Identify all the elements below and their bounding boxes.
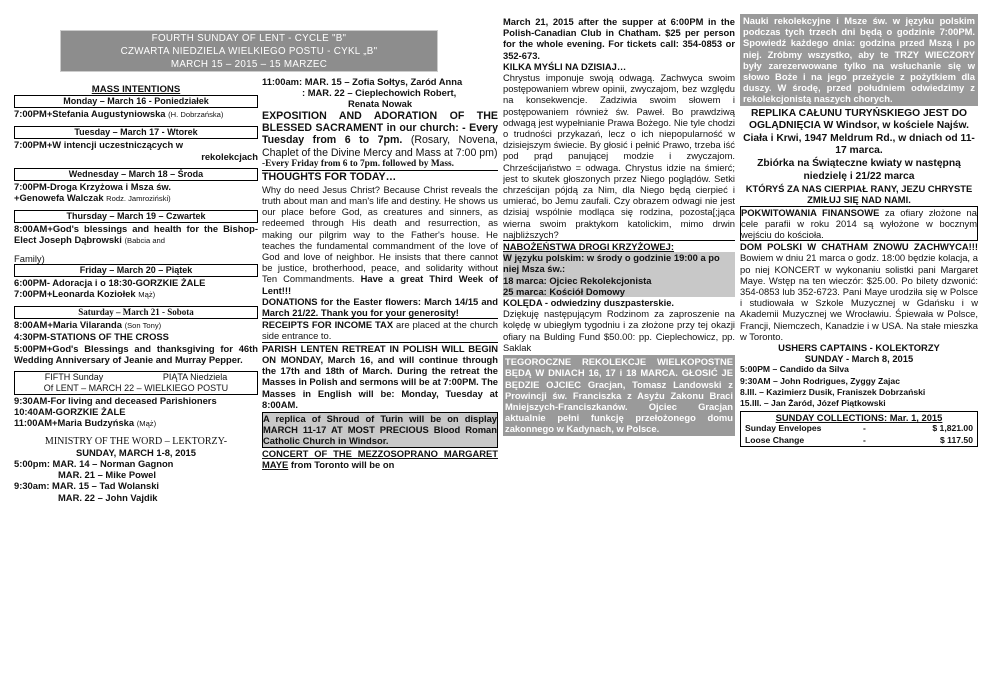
receipts-polish: POKWITOWANIA FINANSOWE za ofiary złożone na cele parafii w roku 2014 są wyłożone w bocznym wejściu do kościoła. bbox=[741, 206, 977, 240]
ushers-row-2: 9:30AM – John Rodrigues, Zyggy Zajac bbox=[740, 375, 900, 386]
ministry-row-4: MAR. 22 – John Vajdik bbox=[58, 491, 158, 503]
thoughts-body: Why do need Jesus Christ? Because Christ reveals the truth about man and man's life and destiny. He shows us our place before God, as creatures and sinners, as redeemed through His death and resurrection, as making our pilgrim way to the Father's house. He teaches the fundamental commandment of the love of God and love of neighbor. He insists that there cannot be justice, brotherhood, peace, and solidarity without Ten Commandments. Have a great Third Week of Lent!!! bbox=[262, 183, 498, 296]
thoughts-polish-title: KILKA MYŚLI NA DZISIAJ… bbox=[503, 60, 627, 72]
kolęda-title: KOLĘDA - odwiedziny duszpasterskie. bbox=[503, 297, 675, 309]
exposition-friday: -Every Friday from 6 to 7pm. followed by Mass. bbox=[262, 159, 454, 170]
day-header-saturday: Saturday – March 21 - Sobota bbox=[14, 306, 258, 319]
intention-wednesday-1: 7:00PM-Droga Krzyżowa i Msza św. bbox=[14, 180, 171, 192]
intention-thursday: 8:00AM+God's blessings and health for the Bishop-Elect Joseph Dąbrowski (Babcia and bbox=[14, 223, 258, 246]
ministry-row-3: 9:30am: MAR. 15 – Tad Wolanski bbox=[14, 480, 160, 492]
prayer-line: KTÓRYŚ ZA NAS CIERPIAŁ RANY, JEZU CHRYSTE ZMIŁUJ SIĘ NAD NAMI. bbox=[745, 183, 973, 206]
column-mass-intentions bbox=[14, 0, 258, 602]
ushers-row-3: 8.III. – Kazimierz Dusik, Franiszek Dobrzański bbox=[740, 386, 926, 397]
lectors-line-3: Renata Nowak bbox=[347, 98, 413, 110]
ministry-subtitle: SUNDAY, MARCH 1-8, 2015 bbox=[75, 446, 196, 458]
ushers-subtitle: SUNDAY - March 8, 2015 bbox=[804, 353, 914, 365]
intention-thursday-family: Family) bbox=[14, 252, 45, 264]
stations-title: NABOŻEŃSTWA DROGI KRZYŻOWEJ: bbox=[503, 241, 675, 253]
day-header-tuesday: Tuesday – March 17 - Wtorek bbox=[14, 126, 258, 139]
intention-saturday-2: 4:30PM-STATIONS OF THE CROSS bbox=[14, 331, 169, 343]
receipts-notice: RECEIPTS FOR INCOME TAX are placed at the church side entrance to. bbox=[262, 319, 498, 342]
ministry-row-2: MAR. 21 – Mike Powel bbox=[58, 469, 156, 481]
day-header-wednesday: Wednesday – March 18 – Środa bbox=[14, 168, 258, 181]
collections-row-envelopes: Sunday Envelopes - $ 1,821.00 bbox=[745, 423, 973, 434]
day-header-sunday: FIFTH Sunday PIĄTA Niedziela Of LENT – MARCH 22 – WIELKIEGO POSTU bbox=[14, 371, 258, 395]
lectors-line-2: : MAR. 22 – Cieplechowich Robert, bbox=[302, 87, 457, 99]
stations-line-1: W języku polskim: w środy o godzinie 19:00 a po niej Msza św.: bbox=[503, 252, 720, 275]
header-line-1: FOURTH SUNDAY OF LENT - CYCLE "B" bbox=[151, 33, 347, 44]
exposition-notice: EXPOSITION AND ADORATION OF THE BLESSED SACRAMENT in our church: - Every Tuesday from 6 to 7pm. (Rosary, Novena, Chaplet of the Divine Mercy and Mass at 7:00 pm) bbox=[262, 109, 498, 159]
collections-box bbox=[740, 411, 978, 447]
ministry-row-1: 5:00pm: MAR. 14 – Norman Gagnon bbox=[14, 458, 174, 470]
retreat-polish-notice: TEGOROCZNE REKOLEKCJE WIELKOPOSTNE BĘDĄ W DNIACH 16, 17 i 18 MARCA. GŁOSIĆ JE BĘDZIE OJCIEC Gracjan, Tomasz Landowski z Prowincji św. Franciszka z Asyżu Zakonu Braci Mniejszych-Franciszkanów. Ojciec Gracjan aktualnie pełni funkcję przełożonego domu zakonnego w Kadynach, w Polsce. bbox=[505, 356, 733, 435]
header-line-2: CZWARTA NIEDZIELA WIELKIEGO POSTU - CYKL „B" bbox=[120, 46, 378, 57]
intention-sunday-2: 10:40AM-GORZKIE ŻALE bbox=[14, 406, 126, 418]
flowers-collection: Zbiórka na Świąteczne kwiaty w następną niedzielę i 21/22 marca bbox=[757, 158, 961, 182]
concert-details: March 21, 2015 after the supper at 6:00PM in the Polish-Canadian Club in Chatham. $25 per person for the whole evening. For tickets call: 354-0853 or 352-673. bbox=[503, 16, 735, 61]
donations-notice: DONATIONS for the Easter flowers: March 14/15 and March 21/22. Thank you for your generosity! bbox=[262, 295, 498, 319]
dom-polski-notice: DOM POLSKI W CHATHAM ZNOWU ZACHWYCA!!! Bowiem w dniu 21 marca o godz. 18:00 będzie kolacja, a po niej KONCERT w wykonaniu solistki pani Margaret Maye. Wstęp na ten wieczór: $25.00. Po bilety dzwonić: 354-0853 lub 352-6723. Pani Maye urodziła się w Polsce i studiowała w Szkole Muzycznej w Gdańsku i w Akademii Muzycznej we Wrocławiu. Śpiewała w Polsce, Francji, Niemczech, Kanadzie i w USA. Na stałe mieszka w Toronto. bbox=[740, 241, 978, 342]
intention-tuesday-2: rekolekcjach bbox=[201, 150, 258, 162]
kolęda-body: Dziękuję następującym Rodzinom za zaproszenie na kolędę w ubiegłym tygodniu i za złożone przy tej okazji ofiary na Bulding Fund $50.00: pp. Cieplechowicz, pp. Saklak bbox=[503, 308, 735, 353]
stations-line-2: 18 marca: Ojciec Rekolekcjonista bbox=[503, 274, 652, 286]
shroud-notice: A replica of Shroud of Turin will be on display MARCH 11-17 AT MOST PRECIOUS Blood Roman Catholic Church in Windsor. bbox=[263, 412, 497, 447]
shroud-polish-notice: REPLIKA CAŁUNU TURYŃSKIEGO JEST DO OGLĄDNIĘCIA W Windsor, w kościele Najśw. Ciała i Krwi, 1947 Meldrum Rd., w dniach od 11-17 marca. bbox=[743, 107, 975, 157]
thoughts-polish-body: Chrystus imponuje swoją odwagą. Zachwyca swoim postępowaniem wbrew opinii, zwyczajom, bez względu na konsekwencje. Zadziwia swoim słowem i postępowaniem również św. Paweł. Bo prawdziwą odwagą jest wypełnianie Prawa Bożego. Nie tyle chodzi o trudności przykazań, lecz o ich niepopularność w dzisiejszym świecie. By głosić i pełnić Prawo, trzeba iść pod prąd panującej modzie i zwyczajom. Chrześcijaństwo = odwaga. Chrystus idzie na śmierć; jest to skutek głoszonych przez Niego poglądów. Setki chrześcijan pójdą za Nim, dla Niego będą cierpieć i umierać, bo Jemu zaufali. Czy obrazem odwagi nie jest dzisiaj wspólnie modląca się rodzina, pozosta[;jąca wierna swoim praktykom katolickim, mimo drwin najbliższych? bbox=[503, 72, 735, 240]
collections-row-loose: Loose Change - $ 117.50 bbox=[745, 434, 973, 445]
collections-title: SUNDAY COLLECTIONS: Mar. 1, 2015 bbox=[775, 412, 943, 424]
day-header-friday: Friday – March 20 – Piątek bbox=[14, 264, 258, 277]
mass-intentions-title: MASS INTENTIONS bbox=[91, 84, 181, 95]
thoughts-title: THOUGHTS FOR TODAY… bbox=[262, 171, 397, 184]
intention-friday-1: 6:00PM- Adoracja i o 18:30-GORZKIE ŻALE bbox=[14, 276, 206, 288]
retreat-schedule-box: Nauki rekolekcyjne i Msze św. w języku polskim podczas tych trzech dni będą o godzinie 7:00PM. Spowiedź każdego dnia: godzina przed Mszą i po niej. Zróbmy wszystko, aby te TRZY WIECZORY były zarezerwowane tylko na wsłuchanie się w słowo Boże i na jego przeżycie z pożytkiem dla duszy. W środę, przed południem odwiedzimy z rekolekcjonistą naszych chorych. bbox=[740, 14, 978, 106]
intention-saturday-1: 8:00AM+Maria Vilaranda (Son Tony) bbox=[14, 319, 162, 331]
intention-tuesday: 7:00PM+W intencji uczestniczących w bbox=[14, 139, 184, 151]
intention-saturday-3: 5:00PM+God's Blessings and thanksgiving for 46th Wedding Anniversary of Jeanie and Murray Pepper. bbox=[14, 342, 258, 365]
column-polish-notices bbox=[503, 16, 735, 618]
intention-sunday-3: 11:00AM+Maria Budzyńska (Mąż) bbox=[14, 417, 157, 429]
intention-sunday-1: 9:30AM-For living and deceased Parishioners bbox=[14, 395, 217, 407]
day-header-thursday: Thursday – March 19 – Czwartek bbox=[14, 210, 258, 223]
stations-line-3: 25 marca: Kościół Domowy bbox=[503, 285, 625, 297]
ushers-row-1: 5:00PM – Candido da Silva bbox=[740, 364, 849, 375]
column-english-notices bbox=[262, 76, 498, 678]
day-header-monday: Monday – March 16 - Poniedziałek bbox=[14, 95, 258, 108]
retreat-notice: PARISH LENTEN RETREAT IN POLISH WILL BEGIN ON MONDAY, March 16, and will continue through the 17th and 18th of March. During the retreat the Masses in Polish and sermons will be at 7:00PM. The Masses in English will be: Monday, Tuesday at 8:00AM. bbox=[262, 342, 498, 410]
ushers-row-4: 15.III. – Jan Żaród, Józef Piątkowski bbox=[740, 398, 886, 409]
ministry-title: MINISTRY OF THE WORD – LEKTORZY- bbox=[44, 435, 228, 447]
column-polish-notices-2 bbox=[740, 14, 978, 616]
concert-notice: CONCERT OF THE MEZZOSOPRANO MARGARET MAYE from Toronto will be on bbox=[262, 447, 498, 470]
header-line-3: MARCH 15 – 2015 – 15 MARZEC bbox=[170, 59, 328, 70]
lectors-line-1: 11:00am: MAR. 15 – Zofia Sołtys, Zaród Anna bbox=[262, 76, 463, 87]
stations-box bbox=[503, 252, 735, 297]
intention-wednesday-2: +Genowefa Walczak Rodz. Jamroziński) bbox=[14, 192, 171, 204]
intention-monday: 7:00PM+Stefania Augustyniowska (H. Dobrzańska) bbox=[14, 108, 224, 120]
ushers-title: USHERS CAPTAINS - KOLEKTORZY bbox=[778, 342, 940, 354]
intention-friday-2: 7:00PM+Leonarda Koziołek Mąż) bbox=[14, 288, 156, 300]
